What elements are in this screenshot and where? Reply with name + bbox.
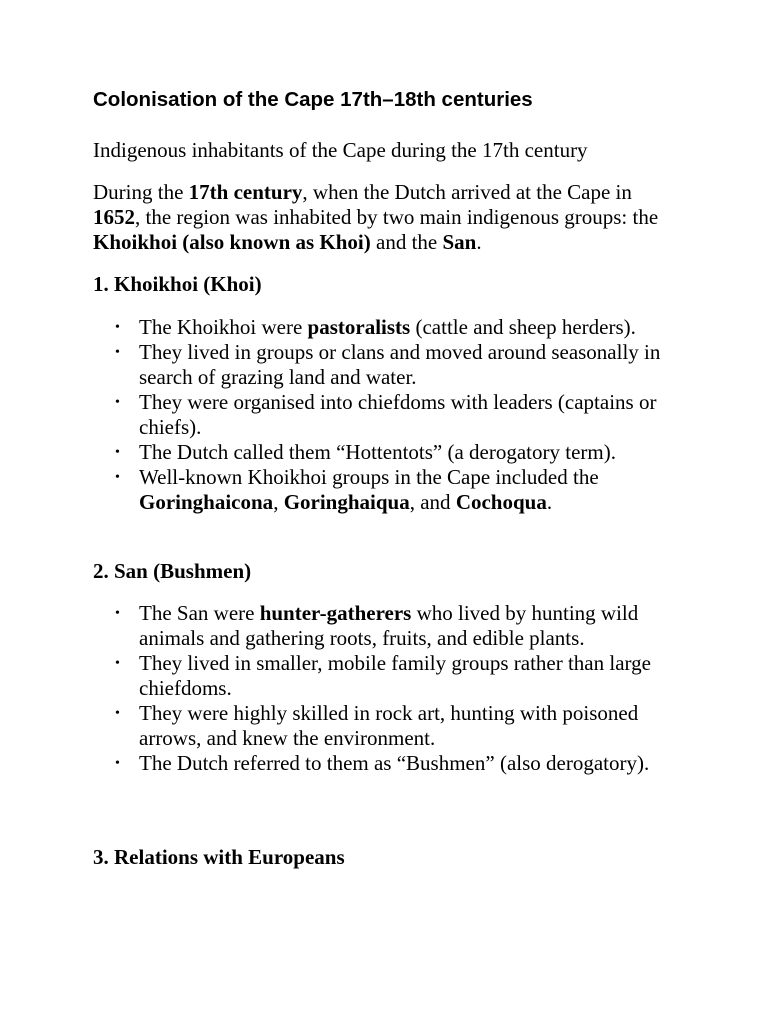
bullet-icon: • bbox=[115, 445, 120, 460]
intro-text: and the bbox=[370, 230, 443, 254]
intro-bold: San bbox=[442, 230, 477, 254]
intro-bold: 17th century bbox=[188, 180, 303, 204]
list-item bbox=[93, 651, 683, 701]
item-bold: Goringhaiqua bbox=[283, 490, 410, 514]
bullet-icon: • bbox=[115, 656, 120, 671]
item-text: The Dutch called them “Hottentots” (a derogatory term). bbox=[139, 440, 616, 464]
list-item bbox=[93, 701, 683, 751]
list-item bbox=[93, 340, 683, 390]
item-text: who lived by hunting wild animals and gathering roots, fruits, and edible plants. bbox=[139, 601, 639, 650]
item-text: (cattle and sheep herders). bbox=[410, 315, 636, 339]
bullet-icon: • bbox=[115, 706, 120, 721]
bullet-icon: • bbox=[115, 320, 120, 335]
item-text: They lived in groups or clans and moved around seasonally in search of grazing land and water. bbox=[139, 340, 661, 389]
bullet-icon: • bbox=[115, 756, 120, 771]
list-item bbox=[93, 465, 683, 515]
list-item bbox=[93, 601, 683, 651]
item-bold: pastoralists bbox=[307, 315, 411, 339]
intro-text: , when the Dutch arrived at the Cape in bbox=[302, 180, 632, 204]
item-text: They were highly skilled in rock art, hunting with poisoned arrows, and knew the environment. bbox=[139, 701, 639, 750]
item-bold: Cochoqua bbox=[455, 490, 547, 514]
section-heading-relations: 3. Relations with Europeans bbox=[93, 845, 345, 869]
item-text: They were organised into chiefdoms with leaders (captains or chiefs). bbox=[139, 390, 657, 439]
intro-paragraph bbox=[93, 180, 673, 255]
item-text: The San were bbox=[139, 601, 260, 625]
bullet-icon: • bbox=[115, 395, 120, 410]
intro-bold: Khoikhoi (also known as Khoi) bbox=[93, 230, 371, 254]
san-list bbox=[93, 601, 683, 776]
item-bold: Goringhaicona bbox=[139, 490, 274, 514]
section-heading-khoikhoi: 1. Khoikhoi (Khoi) bbox=[93, 272, 262, 296]
list-item bbox=[93, 440, 683, 465]
bullet-icon: • bbox=[115, 345, 120, 360]
item-text: , and bbox=[409, 490, 456, 514]
item-text: , bbox=[273, 490, 284, 514]
item-text: Well-known Khoikhoi groups in the Cape included the bbox=[139, 465, 599, 489]
item-text: . bbox=[546, 490, 553, 514]
list-item bbox=[93, 751, 683, 776]
item-text: The Khoikhoi were bbox=[139, 315, 308, 339]
bullet-icon: • bbox=[115, 606, 120, 621]
item-text: They lived in smaller, mobile family groups rather than large chiefdoms. bbox=[139, 651, 651, 700]
intro-text: , the region was inhabited by two main indigenous groups: the bbox=[135, 205, 659, 229]
item-bold: hunter-gatherers bbox=[259, 601, 412, 625]
bullet-icon: • bbox=[115, 470, 120, 485]
khoikhoi-list bbox=[93, 315, 683, 515]
intro-text: During the bbox=[93, 180, 189, 204]
page-title: Colonisation of the Cape 17th–18th centuries bbox=[93, 88, 533, 111]
list-item bbox=[93, 315, 683, 340]
intro-bold: 1652 bbox=[93, 205, 135, 229]
subtitle: Indigenous inhabitants of the Cape during the 17th century bbox=[93, 138, 588, 162]
item-text: The Dutch referred to them as “Bushmen” (also derogatory). bbox=[139, 751, 650, 775]
list-item bbox=[93, 390, 683, 440]
intro-text: . bbox=[476, 230, 482, 254]
section-heading-san: 2. San (Bushmen) bbox=[93, 559, 252, 583]
